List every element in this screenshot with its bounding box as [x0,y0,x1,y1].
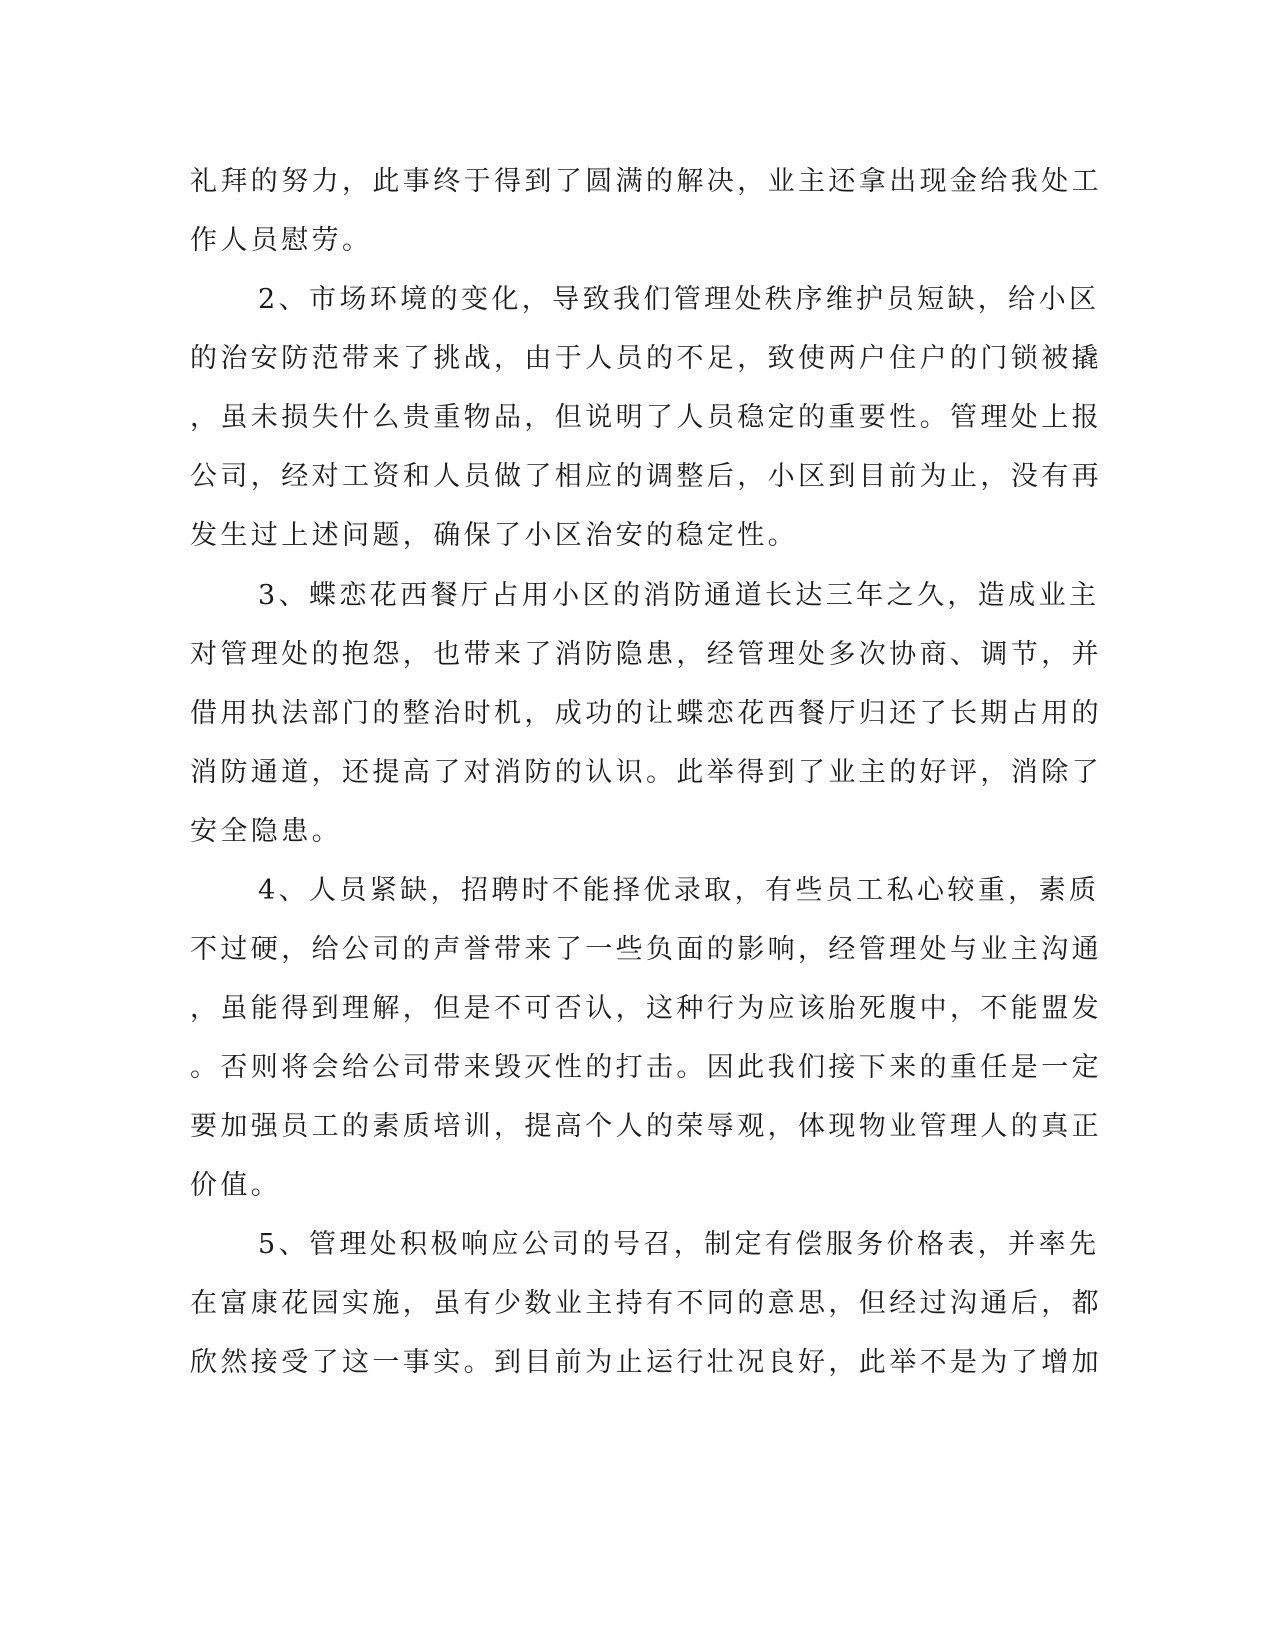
paragraph-3-start: 3、蝶恋花西餐厅占用小区的消防通道长达三年之久，造成业主 [258,580,1100,611]
paragraph-4-start: 4、人员紧缺，招聘时不能择优录取，有些员工私心较重，素质 [258,875,1100,906]
paragraph-2-start: 2、市场环境的变化，导致我们管理处秩序维护员短缺，给小区 [258,284,1100,315]
text-line: 欣然接受了这一事实。到目前为止运行壮况良好，此举不是为了增加 [190,1347,1102,1378]
text-line: 公司，经对工资和人员做了相应的调整后，小区到目前为止，没有再 [190,461,1102,492]
text-line: 发生过上述问题，确保了小区治安的稳定性。 [190,520,798,551]
text-line: 礼拜的努力，此事终于得到了圆满的解决，业主还拿出现金给我处工 [190,166,1102,197]
text-line: 作人员慰劳。 [190,225,373,256]
text-line: 借用执法部门的整治时机，成功的让蝶恋花西餐厅归还了长期占用的 [190,698,1102,729]
text-line: 对管理处的抱怨，也带来了消防隐患，经管理处多次协商、调节，并 [190,639,1102,670]
text-line: 。否则将会给公司带来毁灭性的打击。因此我们接下来的重任是一定 [190,1052,1102,1083]
text-line: ，虽能得到理解，但是不可否认，这种行为应该胎死腹中，不能盟发 [190,993,1102,1024]
text-line: 安全隐患。 [190,816,342,847]
paragraph-5-start: 5、管理处积极响应公司的号召，制定有偿服务价格表，并率先 [258,1229,1100,1260]
text-line: 消防通道，还提高了对消防的认识。此举得到了业主的好评，消除了 [190,757,1102,788]
text-line: 不过硬，给公司的声誉带来了一些负面的影响，经管理处与业主沟通 [190,934,1102,965]
text-line: 要加强员工的素质培训，提高个人的荣辱观，体现物业管理人的真正 [190,1111,1102,1142]
text-line: ，虽未损失什么贵重物品，但说明了人员稳定的重要性。管理处上报 [190,402,1102,433]
text-line: 价值。 [190,1170,282,1201]
text-line: 的治安防范带来了挑战，由于人员的不足，致使两户住户的门锁被撬 [190,343,1102,374]
text-line: 在富康花园实施，虽有少数业主持有不同的意思，但经过沟通后，都 [190,1288,1102,1319]
